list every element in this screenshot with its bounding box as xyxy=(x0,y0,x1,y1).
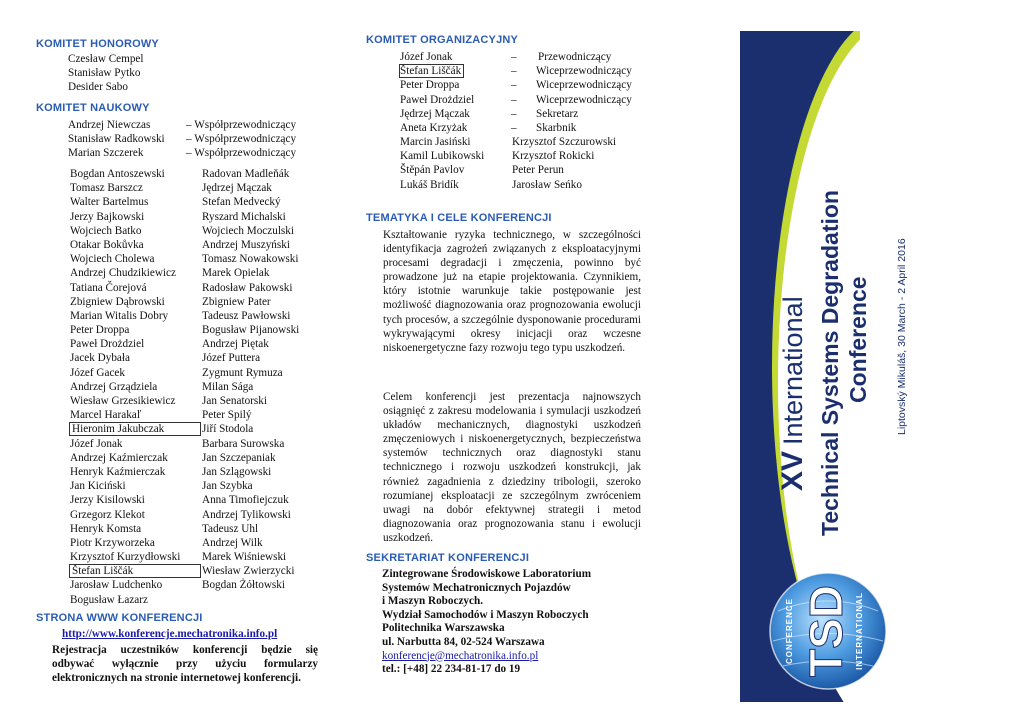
list-item: Desider Sabo xyxy=(68,81,128,94)
highlighted-name: Štefan Liščák xyxy=(70,565,200,577)
officer-role: Skarbnik xyxy=(536,121,577,134)
address-line: Wydział Samochodów i Maszyn Roboczych xyxy=(382,608,589,621)
list-item: Krzysztof Kurzydłowski xyxy=(70,551,181,564)
chair-name: Marian Szczerek xyxy=(68,147,144,160)
komitet-naukowy-heading: KOMITET NAUKOWY xyxy=(36,102,150,114)
list-item: Andrzej Grządziela xyxy=(70,380,158,393)
member-row xyxy=(400,163,660,177)
list-item: Anna Timofiejczuk xyxy=(202,494,289,507)
member-row xyxy=(400,178,660,192)
member-row xyxy=(400,135,660,149)
chair-role: – Współprzewodniczący xyxy=(186,119,297,131)
address-line: ul. Narbutta 84, 02-524 Warszawa xyxy=(382,635,545,648)
list-item: Jacek Dybała xyxy=(70,352,130,365)
list-item: Grzegorz Klekot xyxy=(70,508,145,521)
cover-graphic xyxy=(740,31,932,702)
list-item xyxy=(68,146,328,160)
phone-number: tel.: [+48] 22 234-81-17 do 19 xyxy=(382,663,521,676)
list-item: Otakar Bokůvka xyxy=(70,238,144,251)
secretariat-email-link[interactable]: konferencje@mechatronika.info.pl xyxy=(382,649,539,662)
logo-ring-bottom: CONFERENCE xyxy=(785,597,794,665)
tsd-logo xyxy=(770,573,886,689)
list-item: Zbigniew Pater xyxy=(202,295,271,308)
list-item: Zbigniew Dąbrowski xyxy=(70,295,165,308)
strona-www-heading: STRONA WWW KONFERENCJI xyxy=(36,612,203,624)
list-item: Peter Spilý xyxy=(202,409,252,422)
xv-text: XV xyxy=(776,450,809,491)
list-item: Wiesław Zwierzycki xyxy=(202,565,295,578)
officer-name: Peter Droppa xyxy=(400,79,460,92)
list-item: Andrzej Muszyński xyxy=(202,238,290,251)
komitet-organizacyjny-heading: KOMITET ORGANIZACYJNY xyxy=(366,34,519,46)
list-item: Barbara Surowska xyxy=(202,437,285,450)
list-item: Józef Gacek xyxy=(70,366,125,379)
officer-dash: – xyxy=(511,121,517,134)
registration-note: Rejestracja uczestników konferencji będzie się odbywać wyłącznie przy użyciu formularzy elektronicznych na stronie internetowej konferencji. xyxy=(52,644,318,685)
officer-name: Paweł Drożdziel xyxy=(400,93,475,106)
list-item: Peter Droppa xyxy=(70,324,130,337)
highlighted-name: Hieronim Jakubczak xyxy=(70,423,200,435)
member-name: Marcin Jasiński xyxy=(400,136,471,148)
list-item: Marian Witalis Dobry xyxy=(70,309,169,322)
list-item: Jarosław Ludchenko xyxy=(70,579,163,592)
list-item: Czesław Cempel xyxy=(68,53,144,65)
title-line-1: Technical Systems Degradation xyxy=(817,190,843,536)
officer-row xyxy=(400,107,660,121)
list-item: Tomasz Barszcz xyxy=(70,182,143,195)
member-name: Lukáš Bridík xyxy=(400,178,459,191)
list-item: Jan Kiciński xyxy=(70,480,126,493)
logo-letters: TSD xyxy=(800,585,852,677)
list-item: Jerzy Kisilowski xyxy=(70,494,145,507)
officer-name: Józef Jonak xyxy=(400,51,453,63)
list-item: Wojciech Batko xyxy=(70,224,142,237)
komitet-honorowy-list xyxy=(68,52,144,95)
title-line-xv xyxy=(776,296,809,491)
officer-dash: – xyxy=(511,51,517,63)
list-item: Piotr Krzyworzeka xyxy=(70,536,155,549)
officer-row xyxy=(400,121,660,135)
chair-name: Stanisław Radkowski xyxy=(68,133,165,146)
member-row xyxy=(400,149,660,163)
list-item: Walter Bartelmus xyxy=(70,196,149,209)
list-item: Radovan Madleňák xyxy=(202,168,290,180)
list-item: Bogdan Antoszewski xyxy=(70,168,165,180)
officer-name: Štefan Liščák xyxy=(400,65,462,78)
list-item: Marek Wiśniewski xyxy=(202,551,287,564)
list-item: Józef Jonak xyxy=(70,437,123,450)
list-item: Andrzej Tylikowski xyxy=(202,508,291,521)
list-item: Tadeusz Uhl xyxy=(202,522,259,535)
officer-dash: – xyxy=(511,93,517,106)
list-item: Wojciech Moczulski xyxy=(202,224,294,237)
conference-cover xyxy=(740,31,932,702)
list-item: Jan Szybka xyxy=(202,480,253,493)
officer-name: Jędrzej Mączak xyxy=(400,107,470,120)
list-item: Bogusław Łazarz xyxy=(70,593,148,606)
sekretariat-address xyxy=(382,568,591,677)
komitet-organizacyjny-members xyxy=(400,135,660,192)
list-item: Milan Sága xyxy=(202,380,254,393)
list-item: Marcel Harakaľ xyxy=(70,409,142,422)
list-item: Wiesław Grzesikiewicz xyxy=(70,395,176,407)
list-item: Zygmunt Rymuza xyxy=(202,366,283,379)
list-item xyxy=(70,564,200,578)
officer-role: Przewodniczący xyxy=(538,51,612,63)
member-name: Krzysztof Rokicki xyxy=(512,150,595,163)
list-item: Andrzej Kaźmierczak xyxy=(70,451,168,464)
title-line-2: Conference xyxy=(845,276,871,403)
list-item: Jerzy Bajkowski xyxy=(70,210,145,223)
list-item: Andrzej Chudzikiewicz xyxy=(70,267,176,280)
list-item: Radosław Pakowski xyxy=(202,281,293,294)
logo-ring-top: INTERNATIONAL xyxy=(855,592,864,670)
list-item: Józef Puttera xyxy=(202,352,261,365)
officer-row xyxy=(400,64,660,78)
officer-dash: – xyxy=(511,65,517,78)
sekretariat-heading: SEKRETARIAT KONFERENCJI xyxy=(366,552,530,564)
member-name: Jarosław Seńko xyxy=(512,178,582,191)
list-item xyxy=(68,118,328,132)
chair-name: Andrzej Niewczas xyxy=(68,119,151,131)
chair-role: – Współprzewodniczący xyxy=(186,147,297,160)
list-item xyxy=(68,132,328,146)
komitet-organizacyjny-officers xyxy=(400,50,660,135)
officer-row xyxy=(400,93,660,107)
list-item: Jiří Stodola xyxy=(202,423,254,436)
list-item: Tomasz Nowakowski xyxy=(202,253,299,266)
officer-name: Aneta Krzyżak xyxy=(400,121,468,134)
list-item: Tadeusz Pawłowski xyxy=(202,309,291,322)
komitet-honorowy-heading: KOMITET HONOROWY xyxy=(36,38,159,50)
komitet-naukowy-members-left xyxy=(70,167,200,607)
list-item xyxy=(70,422,200,436)
officer-role: Wiceprzewodniczący xyxy=(536,93,632,106)
international-text: International xyxy=(778,296,808,445)
list-item: Stanisław Pytko xyxy=(68,67,141,80)
officer-row xyxy=(400,78,660,92)
member-name: Kamil Lubikowski xyxy=(400,150,485,163)
list-item: Andrzej Piętak xyxy=(202,338,269,351)
address-line: i Maszyn Roboczych. xyxy=(382,595,483,608)
list-item: Ryszard Michalski xyxy=(202,210,286,223)
list-item: Bogdan Żółtowski xyxy=(202,579,285,592)
list-item: Jan Senatorski xyxy=(202,395,267,407)
conference-website-link[interactable]: http://www.konferencje.mechatronika.info.pl xyxy=(62,628,278,640)
list-item: Jan Szczepaniak xyxy=(202,451,276,464)
officer-role: Sekretarz xyxy=(536,107,579,120)
list-item: Andrzej Wilk xyxy=(202,536,263,549)
email-wrap xyxy=(382,650,591,664)
member-name: Štěpán Pavlov xyxy=(400,164,465,177)
member-name: Peter Perun xyxy=(512,164,564,177)
list-item: Paweł Drożdziel xyxy=(70,338,145,351)
address-line: Politechnika Warszawska xyxy=(382,622,505,635)
www-link-wrap xyxy=(62,627,277,641)
list-item: Wojciech Cholewa xyxy=(70,253,155,266)
officer-role: Wiceprzewodniczący xyxy=(536,79,632,92)
tematyka-paragraph-1: Kształtowanie ryzyka technicznego, w szczególności identyfikacja zagrożeń związanych z eksploatacyjnymi procesami degradacji i zmęczenia, powinno być prowadzone już na etapie projektowania. Czynnikiem, który istotnie warunkuje takie postępowanie jest możliwość diagnozowania oraz prognozowania ewolucji tych procesów, a szczególnie dysponowanie procedurami wykrywającymi okresy inicjacji oraz wczesne niskoenergetyczne fazy rozwoju tego typu uszkodzeń. xyxy=(383,229,641,354)
address-line: Systemów Mechatronicznych Pojazdów xyxy=(382,581,571,594)
list-item: Henryk Kaźmierczak xyxy=(70,465,166,478)
komitet-naukowy-chairs xyxy=(68,118,328,161)
list-item: Marek Opielak xyxy=(202,267,270,280)
officer-dash: – xyxy=(511,79,517,92)
place-date: Liptovský Mikuláš, 30 March - 2 April 2016 xyxy=(896,238,908,435)
list-item: Tatiana Čorejová xyxy=(70,281,147,294)
list-item: Bogusław Pijanowski xyxy=(202,324,300,337)
list-item: Jędrzej Mączak xyxy=(202,182,272,195)
list-item: Henryk Komsta xyxy=(70,522,142,535)
officer-row xyxy=(400,50,660,64)
list-item: Jan Szlągowski xyxy=(202,465,272,478)
tematyka-heading: TEMATYKA I CELE KONFERENCJI xyxy=(366,212,552,224)
officer-dash: – xyxy=(511,107,517,120)
komitet-naukowy-members-right xyxy=(202,167,299,593)
chair-role: – Współprzewodniczący xyxy=(186,133,297,146)
tematyka-paragraph-2: Celem konferencji jest prezentacja najnowszych osiągnięć z zakresu modelowania i symulacji uszkodzeń układów mechanicznych, diagnostyki uszkodzeń zmęczeniowych i niskoenergetycznych, bezpieczeństwa systemów technicznych oraz diagnostyki stanu technicznego i rozwoju uszkodzeń konstrukcji, jak również zagadnienia z dziedziny tribologii, szeroko rozumianej eksploatacji ze szczególnym zwróceniem uwagi na dobór efektywnej strategii i metod diagnozowania oraz prognozowania stanu i ewolucji uszkodzeń. xyxy=(383,391,641,544)
officer-role: Wiceprzewodniczący xyxy=(536,65,632,78)
member-name: Krzysztof Szczurowski xyxy=(512,136,617,148)
address-line: Zintegrowane Środowiskowe Laboratorium xyxy=(382,568,592,580)
list-item: Stefan Medvecký xyxy=(202,196,281,209)
